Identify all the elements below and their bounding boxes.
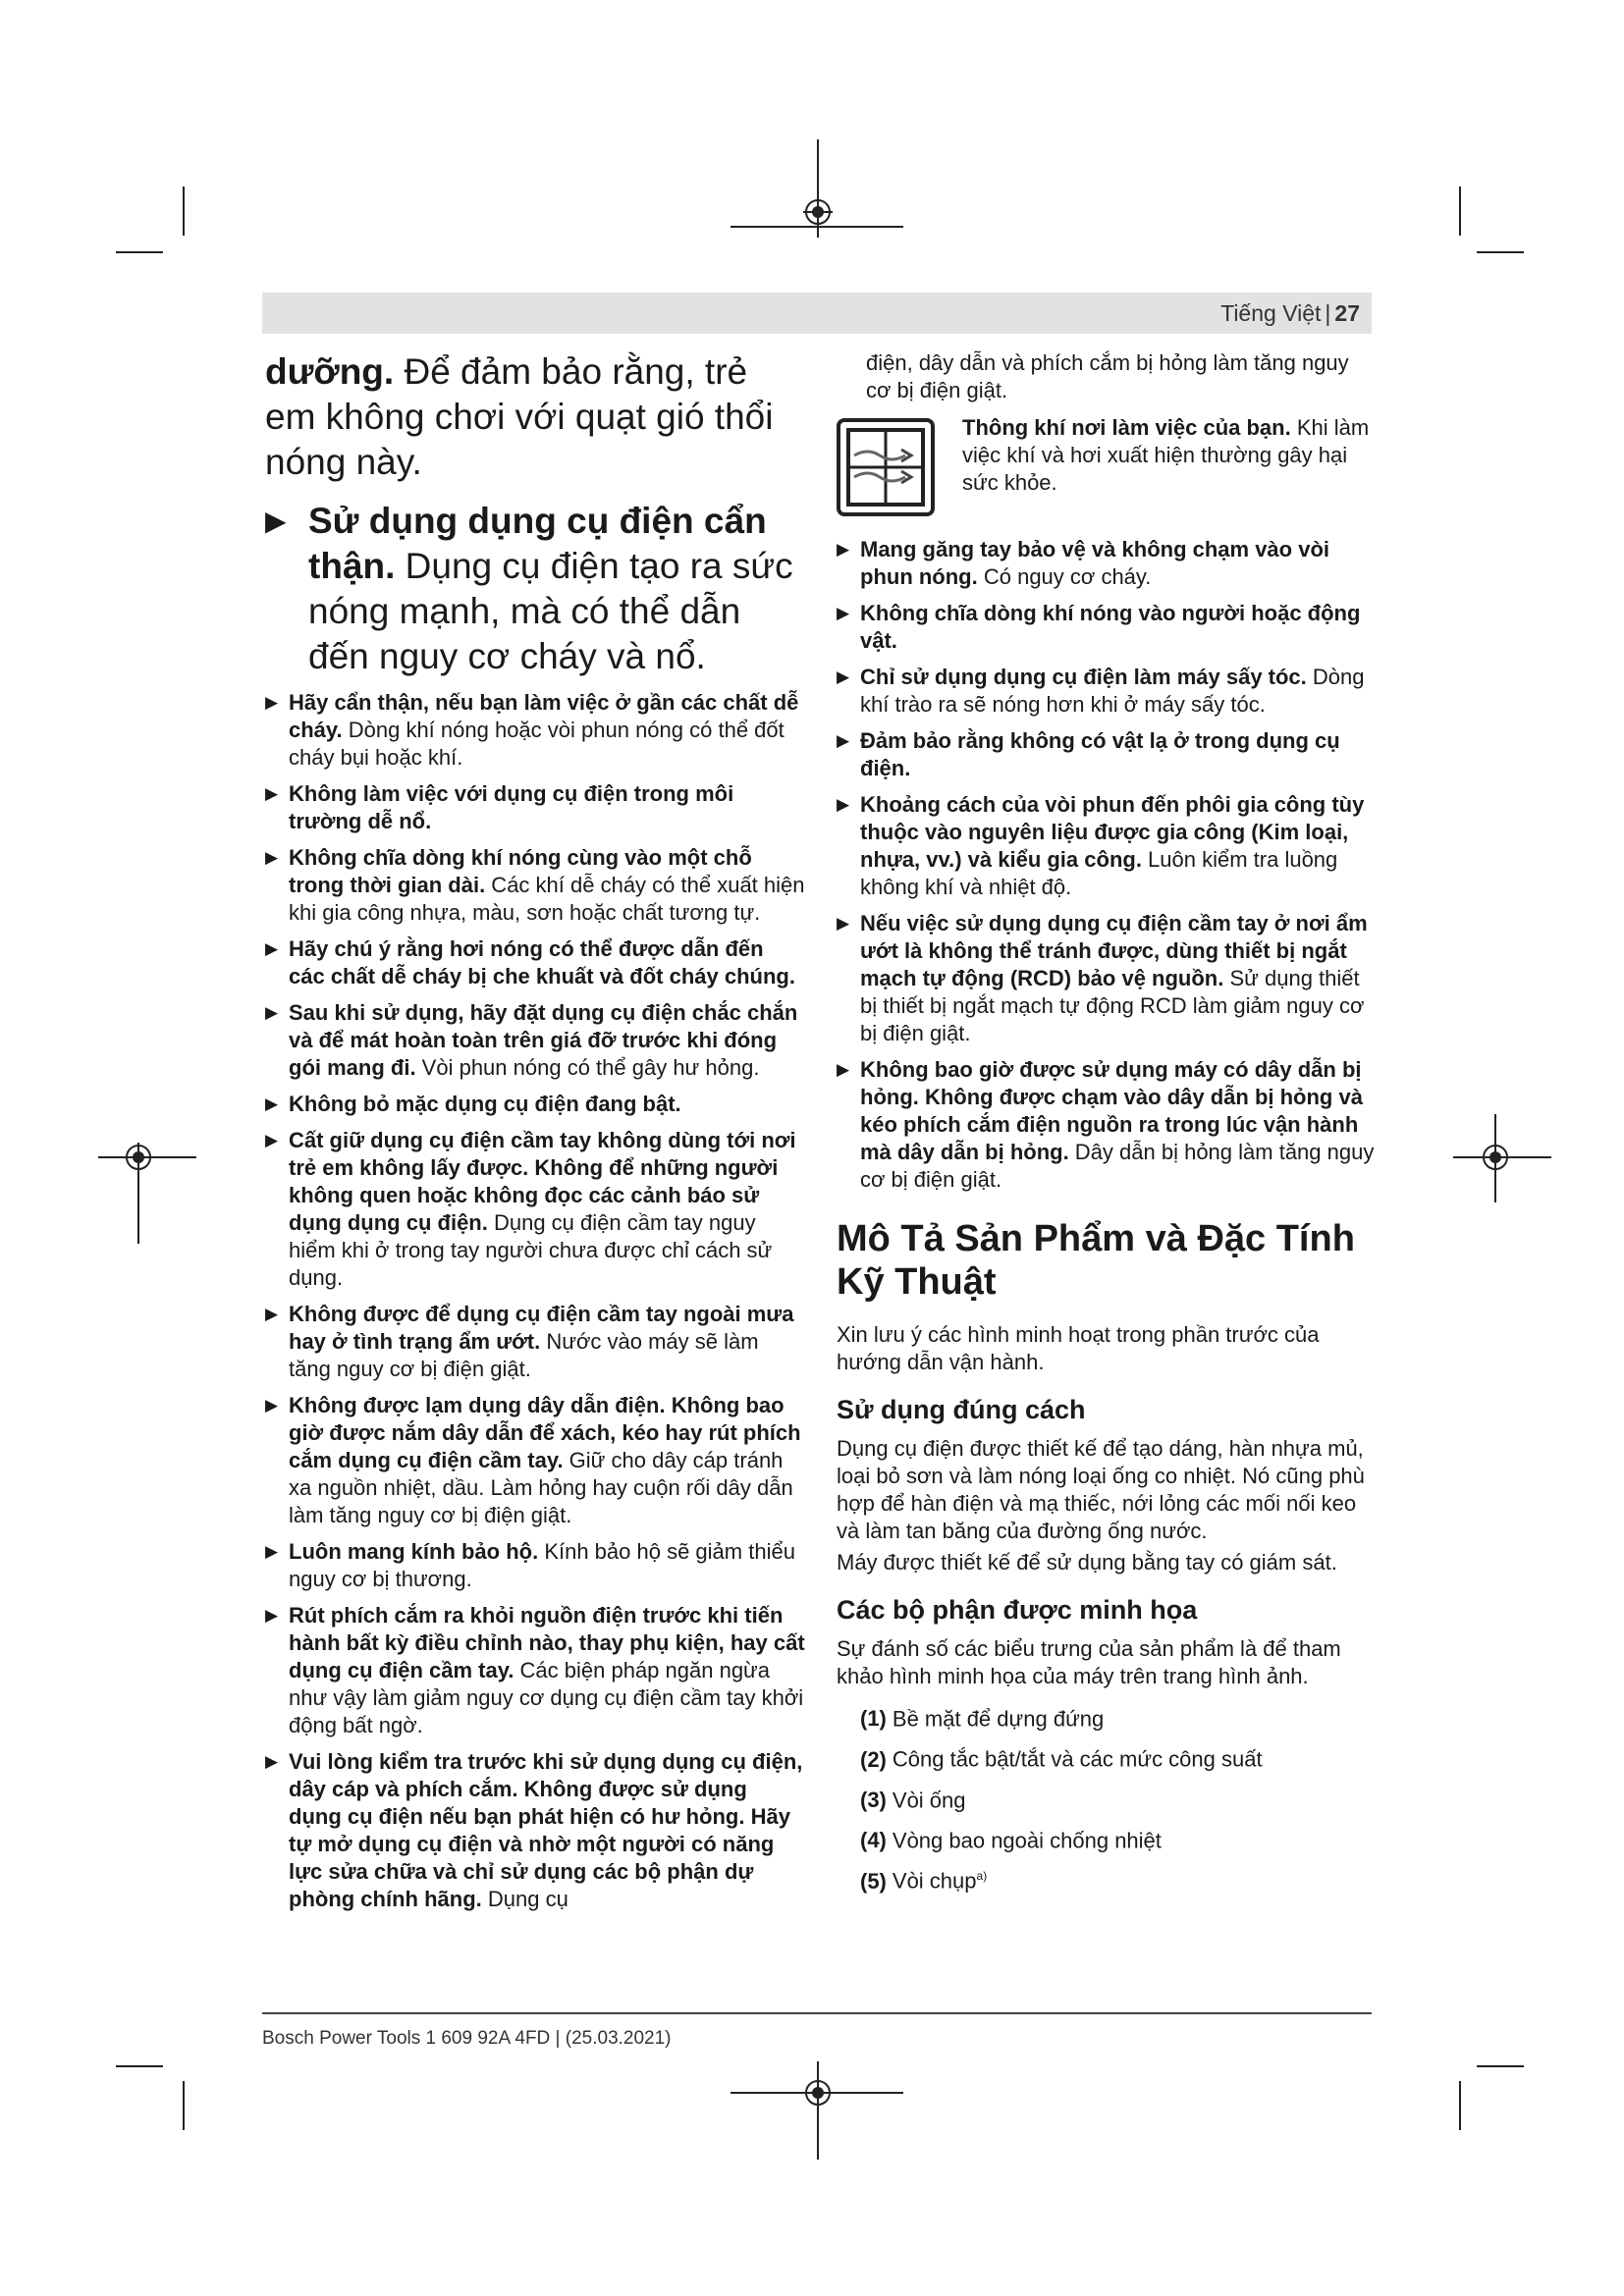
bullet-item	[265, 1091, 805, 1118]
bullet-bold: Vui lòng kiểm tra trước khi sử dụng dụng cụ điện, dây cáp và phích cắm. Không được sử dụng dụng cụ điện nếu bạn phát hiện có hư hỏng. Hãy tự mở dụng cụ điện và nhờ một người có năng lực sửa chữa và chỉ sử dụng các bộ phận dự phòng chính hãng.	[289, 1749, 803, 1911]
parts-intro: Sự đánh số các biểu trưng của sản phẩm là để tham khảo hình minh họa của máy trên trang hình ảnh.	[837, 1636, 1341, 1688]
bullet-text: Sử dụng thiết bị thiết bị ngắt mạch tự động RCD làm giảm nguy cơ bị điện giật.	[860, 966, 1365, 1045]
bullet-item	[837, 727, 1375, 782]
ventilation-warning	[837, 414, 1375, 522]
part-footnote: a)	[976, 1869, 988, 1884]
part-label: Vòi chụp	[892, 1868, 977, 1894]
crop-mark	[183, 2081, 185, 2130]
bullet-text: Vòi phun nóng có thể gây hư hỏng.	[415, 1055, 760, 1080]
header-band	[262, 293, 1372, 334]
footer	[262, 2012, 1372, 2049]
part-number: (4)	[860, 1828, 887, 1853]
bullet-bold: Không được lạm dụng dây dẫn điện. Không bao giờ được nắm dây dẫn để xách, kéo hay rút phích cắm dụng cụ điện cầm tay.	[289, 1393, 801, 1472]
bullet-bold: Không chĩa dòng khí nóng vào người hoặc động vật.	[860, 601, 1361, 653]
bullet-text: Có nguy cơ cháy.	[977, 564, 1152, 589]
bullet-text: Các biện pháp ngăn ngừa như vậy làm giảm nguy cơ dụng cụ điện cầm tay khởi động bất ngờ.	[289, 1658, 804, 1737]
usage-paragraph-2: Máy được thiết kế để sử dụng bằng tay có giám sát.	[837, 1550, 1337, 1575]
bullet-arrow-icon: ▶	[837, 1060, 850, 1079]
bullet-item	[265, 1538, 805, 1593]
part-label: Vòi ống	[892, 1787, 966, 1812]
bullet-item	[265, 1301, 805, 1383]
bullet-text: Giữ cho dây cáp tránh xa nguồn nhiệt, dầu. Làm hỏng hay cuộn rối dây dẫn làm tăng nguy cơ bị điện giật.	[289, 1448, 793, 1527]
parts-list	[837, 1700, 1375, 1896]
header-language: Tiếng Việt	[1220, 300, 1322, 326]
big-bullet-item	[265, 499, 805, 679]
bullet-bold: Cất giữ dụng cụ điện cầm tay không dùng tới nơi trẻ em không lấy được. Không để những người không quen hoặc không đọc các cảnh báo sử dụng dụng cụ điện.	[289, 1128, 796, 1235]
crop-mark	[1459, 187, 1461, 236]
right-column	[837, 349, 1375, 1903]
part-item	[860, 1822, 1375, 1854]
bullet-arrow-icon: ▶	[837, 914, 850, 933]
running-head	[1220, 300, 1360, 327]
crop-mark	[116, 251, 163, 253]
safety-bullet-list-right	[837, 536, 1375, 1194]
bullet-bold: Chỉ sử dụng dụng cụ điện làm máy sấy tóc.	[860, 665, 1307, 689]
crop-mark	[1477, 2065, 1524, 2067]
continuation-text: điện, dây dẫn và phích cắm bị hỏng làm tăng nguy cơ bị điện giật.	[866, 350, 1349, 402]
bullet-arrow-icon: ▶	[265, 1003, 279, 1022]
part-number: (2)	[860, 1746, 887, 1772]
warning-body: Khi làm việc khí và hơi xuất hiện thường gây hại sức khỏe.	[962, 415, 1370, 495]
part-item	[860, 1862, 1375, 1895]
usage-paragraph-1: Dụng cụ điện được thiết kế để tạo dáng, hàn nhựa mủ, loại bỏ sơn và làm nóng loại ống co nhiệt. Nó cũng phù hợp để hàn điện và mạ thiếc, nới lỏng các mối nối keo và làm tan băng của đường ống nước.	[837, 1436, 1365, 1543]
bullet-text: Các khí dễ cháy có thể xuất hiện khi gia công nhựa, màu, sơn hoặc chất tương tự.	[289, 873, 805, 925]
crop-mark	[1477, 251, 1524, 253]
intro-bold: dưỡng.	[265, 351, 395, 392]
part-number: (1)	[860, 1706, 887, 1732]
intro-text: Để đảm bảo rằng, trẻ em không chơi với quạt gió thổi nóng này.	[265, 351, 774, 482]
big-bullet-list	[265, 499, 805, 679]
crop-mark	[116, 2065, 163, 2067]
bullet-text: Dụng cụ điện tạo ra sức nóng mạnh, mà có thể dẫn đến nguy cơ cháy và nổ.	[308, 546, 793, 676]
bullet-arrow-icon: ▶	[837, 731, 850, 750]
crop-mark	[183, 187, 185, 236]
bullet-bold: Không làm việc với dụng cụ điện trong môi trường dễ nổ.	[289, 781, 734, 833]
bullet-text: Dụng cụ	[481, 1887, 568, 1911]
safety-bullet-list-left	[265, 689, 805, 1913]
bullet-item	[265, 935, 805, 990]
bullet-bold: Đảm bảo rằng không có vật lạ ở trong dụng cụ điện.	[860, 728, 1340, 780]
bullet-text: Nước vào máy sẽ làm tăng nguy cơ bị điện giật.	[289, 1329, 759, 1381]
bullet-bold: Sử dụng dụng cụ điện cẩn thận.	[308, 501, 767, 586]
bullet-arrow-icon: ▶	[837, 667, 850, 686]
bullet-item	[265, 1127, 805, 1292]
bullet-item	[265, 1602, 805, 1739]
bullet-arrow-icon: ▶	[265, 1305, 279, 1323]
bullet-bold: Không chĩa dòng khí nóng cùng vào một chỗ trong thời gian dài.	[289, 845, 752, 897]
bullet-item	[265, 1392, 805, 1529]
bullet-item	[265, 780, 805, 835]
header-separator: |	[1325, 300, 1331, 326]
bullet-text: Luôn kiểm tra luồng không khí và nhiệt độ.	[860, 847, 1338, 899]
bullet-arrow-icon: ▶	[265, 1542, 279, 1561]
bullet-text: Kính bảo hộ sẽ giảm thiểu nguy cơ bị thương.	[289, 1539, 795, 1591]
bullet-arrow-icon: ▶	[265, 939, 279, 958]
registration-target-icon	[803, 2078, 833, 2108]
parts-title: Các bộ phận được minh họa	[837, 1595, 1198, 1625]
bullet-arrow-icon: ▶	[837, 604, 850, 622]
usage-title: Sử dụng đúng cách	[837, 1395, 1086, 1424]
bullet-text: Dây dẫn bị hỏng làm tăng nguy cơ bị điện giật.	[860, 1140, 1375, 1192]
bullet-bold: Mang găng tay bảo vệ và không chạm vào vòi phun nóng.	[860, 537, 1330, 589]
registration-target-icon	[1481, 1143, 1510, 1172]
part-number: (3)	[860, 1787, 887, 1812]
bullet-item	[837, 664, 1375, 719]
bullet-arrow-icon: ▶	[265, 1131, 279, 1149]
bullet-arrow-icon: ▶	[837, 795, 850, 814]
bullet-item	[265, 844, 805, 927]
part-number: (5)	[860, 1868, 887, 1894]
bullet-bold: Hãy cẩn thận, nếu bạn làm việc ở gần các chất dễ cháy.	[289, 690, 799, 742]
bullet-bold: Không được để dụng cụ điện cầm tay ngoài mưa hay ở tình trạng ẩm ướt.	[289, 1302, 794, 1354]
bullet-arrow-icon: ▶	[837, 540, 850, 559]
bullet-bold: Luôn mang kính bảo hộ.	[289, 1539, 539, 1564]
bullet-bold: Hãy chú ý rằng hơi nóng có thể được dẫn đến các chất dễ cháy bị che khuất và đốt cháy chúng.	[289, 936, 795, 988]
ventilation-window-icon	[837, 418, 935, 516]
section-intro: Xin lưu ý các hình minh hoạt trong phần trước của hướng dẫn vận hành.	[837, 1322, 1320, 1374]
bullet-arrow-icon: ▶	[265, 693, 279, 712]
bullet-arrow-icon: ▶	[265, 1606, 279, 1625]
footer-text: Bosch Power Tools 1 609 92A 4FD | (25.03.2021)	[262, 2028, 672, 2049]
part-item	[860, 1740, 1375, 1773]
bullet-arrow-icon: ▶	[265, 848, 279, 867]
bullet-text: Dòng khí trào ra sẽ nóng hơn khi ở máy sấy tóc.	[860, 665, 1365, 717]
bullet-item	[837, 536, 1375, 591]
bullet-arrow-icon: ▶	[265, 1752, 279, 1771]
bullet-arrow-icon: ▶	[265, 1095, 279, 1113]
bullet-arrow-icon: ▶	[265, 784, 279, 803]
bullet-item	[837, 910, 1375, 1047]
bullet-bold: Sau khi sử dụng, hãy đặt dụng cụ điện chắc chắn và để mát hoàn toàn trên giá đỡ trước khi đóng gói mang đi.	[289, 1000, 798, 1080]
bullet-text: Dụng cụ điện cầm tay nguy hiểm khi ở trong tay người chưa được chỉ cách sử dụng.	[289, 1210, 773, 1290]
warning-bold: Thông khí nơi làm việc của bạn.	[962, 415, 1291, 440]
page-number: 27	[1334, 300, 1360, 326]
bullet-item	[837, 791, 1375, 901]
part-item	[860, 1782, 1375, 1814]
bullet-item	[837, 1056, 1375, 1194]
section-title: Mô Tả Sản Phẩm và Đặc Tính Kỹ Thuật	[837, 1218, 1355, 1303]
bullet-bold: Không bỏ mặc dụng cụ điện đang bật.	[289, 1092, 681, 1116]
bullet-bold: Không bao giờ được sử dụng máy có dây dẫn bị hỏng. Không được chạm vào dây dẫn bị hỏng và kéo phích cắm điện nguồn ra trong lúc vận hành mà dây dẫn bị hỏng.	[860, 1057, 1363, 1164]
registration-target-icon	[803, 197, 833, 227]
registration-target-icon	[124, 1143, 153, 1172]
part-item	[860, 1700, 1375, 1733]
bullet-item	[265, 999, 805, 1082]
bullet-arrow-icon: ▶	[265, 1396, 279, 1415]
bullet-text: Dòng khí nóng hoặc vòi phun nóng có thể đốt cháy bụi hoặc khí.	[289, 718, 785, 770]
intro-paragraph	[265, 349, 805, 485]
bullet-item	[265, 1748, 805, 1913]
part-label: Công tắc bật/tắt và các mức công suất	[892, 1746, 1263, 1772]
warning-text	[962, 414, 1375, 497]
left-column	[265, 349, 805, 1922]
crop-mark	[1459, 2081, 1461, 2130]
part-label: Vòng bao ngoài chống nhiệt	[892, 1828, 1162, 1853]
bullet-bold: Nếu việc sử dụng dụng cụ điện cầm tay ở nơi ẩm ướt là không thể tránh được, dùng thiết bị ngắt mạch tự động (RCD) bảo vệ nguồn.	[860, 911, 1368, 990]
part-label: Bề mặt để dựng đứng	[892, 1706, 1105, 1732]
bullet-arrow-icon: ▶	[265, 506, 287, 536]
registration-line	[817, 2061, 819, 2160]
bullet-bold: Khoảng cách của vòi phun đến phôi gia công tùy thuộc vào nguyên liệu được gia công (Kim loại, nhựa, vv.) và kiểu gia công.	[860, 792, 1365, 872]
bullet-item	[837, 600, 1375, 655]
bullet-item	[265, 689, 805, 772]
bullet-bold: Rút phích cắm ra khỏi nguồn điện trước khi tiến hành bất kỳ điều chỉnh nào, thay phụ kiện, hay cất dụng cụ điện cầm tay.	[289, 1603, 805, 1682]
